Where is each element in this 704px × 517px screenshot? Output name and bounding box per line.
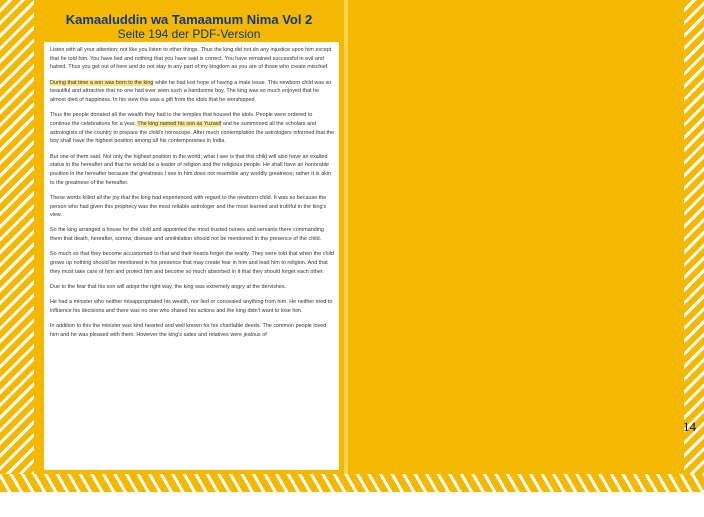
paragraph-text: while he had lost hope of having a male issue. This newborn child was so beautiful and attractive that no one had ever seen such a handsome boy. The king was so much enjoyed that he almost died of happiness. In his view this was a gift from the idols that he worshipped. (50, 79, 332, 104)
paragraph (50, 153, 334, 188)
paragraph-text: and he summoned all the scholars and astrologists of the country to prepare the child's horoscope. After much contemplation the astrologers informed that the boy shall have the highest position among all his contemporaries in India. (50, 120, 334, 145)
right-page-panel (348, 0, 684, 474)
paragraph-text: So the king arranged a house for the child and appointed the most trusted nurses and servants there commanding them that death, hereafter, sorrow, disease and annihilation should not be mentioned in the presence of the child. (50, 227, 324, 243)
frame-left-stripes (0, 0, 34, 490)
title-block (34, 12, 344, 41)
paragraph-text: Due to the fear that his son will adopt the right way, the king was extremely angry at the dervishes. (50, 283, 287, 290)
paragraph-text: These words killed all the joy that the king had experienced with regard to the newborn child. It was so because the person who had given this prophecy was the most reliable astrologer and the most learned and truthful in the king's view. (50, 194, 327, 219)
paragraph-text: But one of them said. Not only the highest position in the world; what I see is that this child will also have an exalted status in the hereafter and that he would be a leader of religion and the religious people. He shall have an honorable position in the hereafter because the greatness I see in him does not resemble any worldly greatness; rather it is akin to the greatness of the hereafter. (50, 153, 331, 186)
paragraph (50, 298, 334, 315)
paragraph-text: Thus the people donated all the wealth they had to the temples that housed the idols. People were ordered to continue the celebrations for a year. (50, 112, 313, 127)
paragraph (50, 79, 334, 105)
paragraph (50, 226, 334, 243)
highlighted-text: The king named his son as Yuzasif (137, 120, 222, 127)
frame-right-stripes (684, 0, 704, 490)
frame-bottom-stripes (0, 474, 704, 492)
paragraph-text: So much so that they become accustomed to that and their hearts forget the reality. They were told that when the child grows up nothing should be mentioned in his presence that may create fear in him and lead him to religion. And that they must take care of him and protect him and become so much absorbed in it that they should forget each other. (50, 251, 334, 275)
paragraph (50, 46, 334, 72)
bottom-margin (0, 492, 704, 517)
page-scan (44, 42, 339, 470)
paragraph-text: He had a minister who neither misappropriated his wealth, nor lied or concealed anything from him. He neither tried to influence his decisions and there was no one who shared his actions and the king didn't want to lose him. (50, 299, 333, 314)
paragraph-text: Listen with all your attention; not like you listen to other things. Thus the king did not do any injustice upon him except that he told him. You have lied and nothing that you have said is correct. You have remained successful in evil and hatred. Thus you get out of here and do not stay in any part of my kingdom as you are of those who create mischief. (50, 47, 332, 71)
paragraph-text: In addition to this the minister was kind hearted and well known for his charitable deeds. The common people loved him and he was pleased with them. However the king's aides and relatives were jealous of (50, 323, 327, 338)
document-title: Kamaaluddin wa Tamaamum Nima Vol 2 (65, 12, 313, 27)
paragraph (50, 283, 334, 292)
paragraph (50, 194, 334, 220)
paragraph (50, 322, 334, 339)
paragraph (50, 111, 334, 146)
highlighted-text: During that time a son was born to the king (50, 79, 154, 86)
document-subtitle: Seite 194 der PDF-Version (117, 27, 261, 41)
paragraph (50, 250, 334, 276)
page-number: 14 (683, 419, 696, 434)
